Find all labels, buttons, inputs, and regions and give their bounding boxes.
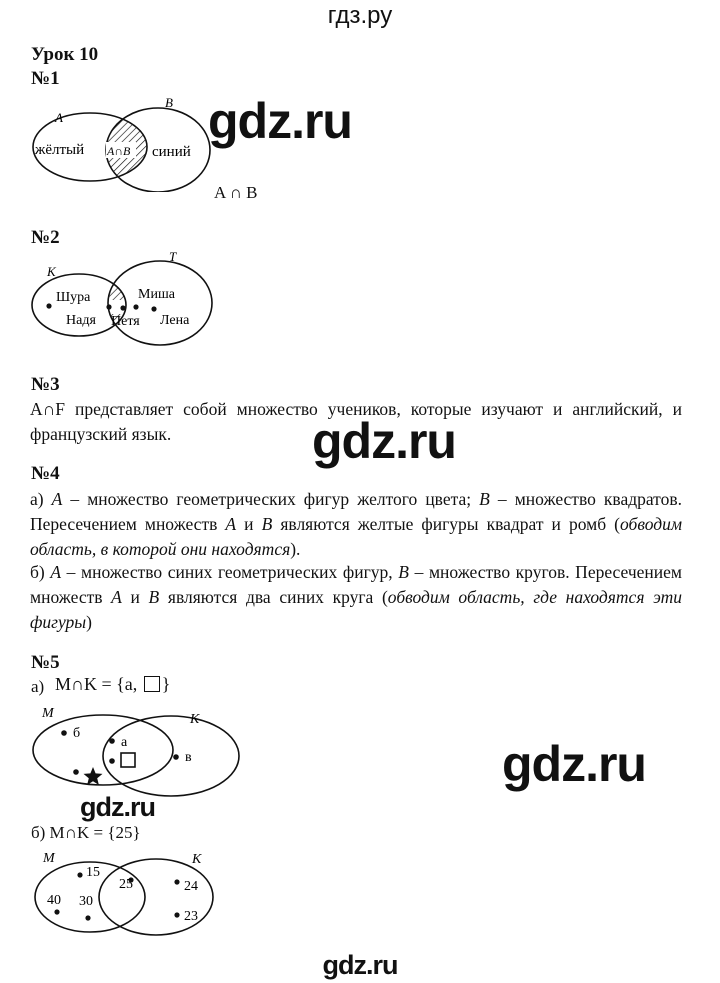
name-shura: Шура bbox=[56, 290, 91, 305]
set-k-ellipse bbox=[103, 716, 239, 796]
task4-number: №4 bbox=[31, 463, 60, 484]
name-nadya: Надя bbox=[66, 313, 96, 328]
task4-part-a: а) A – множество геометрических фигур желтого цвета; B – множество квадратов. Пересечением множеств A и B являются желтые фигуры квадрат и ромб (обводим область, в которой они находятся). bbox=[30, 489, 682, 559]
task5a-venn-diagram bbox=[28, 700, 253, 800]
task2-number: №2 bbox=[31, 227, 60, 248]
task4-part-b: б) A – множество синих геометрических фигур, B – множество кругов. Пересечением множеств A и B являются два синих круга (обводим область, где находятся эти фигуры) bbox=[30, 562, 682, 632]
name-petya: Петя bbox=[111, 314, 140, 329]
square-symbol bbox=[144, 676, 160, 692]
task1-number: №1 bbox=[31, 68, 60, 89]
number-15: 15 bbox=[86, 865, 100, 880]
task1-answer: A ∩ B bbox=[214, 183, 258, 202]
watermark-3: gdz.ru bbox=[502, 736, 646, 792]
name-lena: Лена bbox=[160, 313, 190, 328]
set-k-label: K bbox=[192, 852, 202, 867]
blue-label: синий bbox=[152, 144, 191, 160]
number-23: 23 bbox=[184, 909, 198, 924]
number-40: 40 bbox=[47, 893, 61, 908]
task5a-formula: M∩K = {а, } bbox=[55, 674, 171, 694]
task3-number: №3 bbox=[31, 374, 60, 395]
watermark-1: gdz.ru bbox=[208, 93, 352, 149]
set-m-label: M bbox=[43, 851, 55, 866]
set-m-label: M bbox=[42, 706, 54, 721]
watermark-2: gdz.ru bbox=[312, 413, 456, 469]
intersection-label: A∩B bbox=[107, 144, 131, 158]
set-b-label: B bbox=[165, 95, 173, 110]
task2-venn-diagram bbox=[30, 248, 215, 348]
task5b-formula: б) M∩K = {25} bbox=[31, 823, 141, 842]
site-header: гдз.ру bbox=[327, 2, 393, 29]
item-a: а bbox=[121, 735, 128, 750]
star-shape bbox=[84, 767, 103, 785]
set-k-label: K bbox=[190, 712, 200, 727]
square-shape bbox=[121, 753, 135, 767]
watermark-4: gdz.ru bbox=[80, 792, 155, 822]
task5a-label: а) bbox=[31, 677, 45, 696]
task1-venn-diagram bbox=[30, 92, 220, 192]
item-v: в bbox=[185, 750, 192, 765]
yellow-label: жёлтый bbox=[35, 142, 85, 158]
lesson-title: Урок 10 bbox=[31, 44, 99, 65]
set-k-label: К bbox=[47, 264, 56, 279]
name-misha: Миша bbox=[138, 287, 175, 302]
set-a-label: A bbox=[55, 110, 63, 125]
set-t-label: Т bbox=[169, 249, 177, 264]
watermark-5: gdz.ru bbox=[322, 950, 398, 980]
number-30: 30 bbox=[79, 894, 93, 909]
task5b-venn-diagram bbox=[28, 845, 228, 940]
number-25: 25 bbox=[119, 877, 133, 892]
task3-text: A∩F представляет собой множество учеников, которые изучают и английский, и французский язык. bbox=[30, 399, 682, 444]
item-b: б bbox=[73, 726, 81, 741]
number-24: 24 bbox=[184, 879, 198, 894]
task5-number: №5 bbox=[31, 652, 60, 673]
